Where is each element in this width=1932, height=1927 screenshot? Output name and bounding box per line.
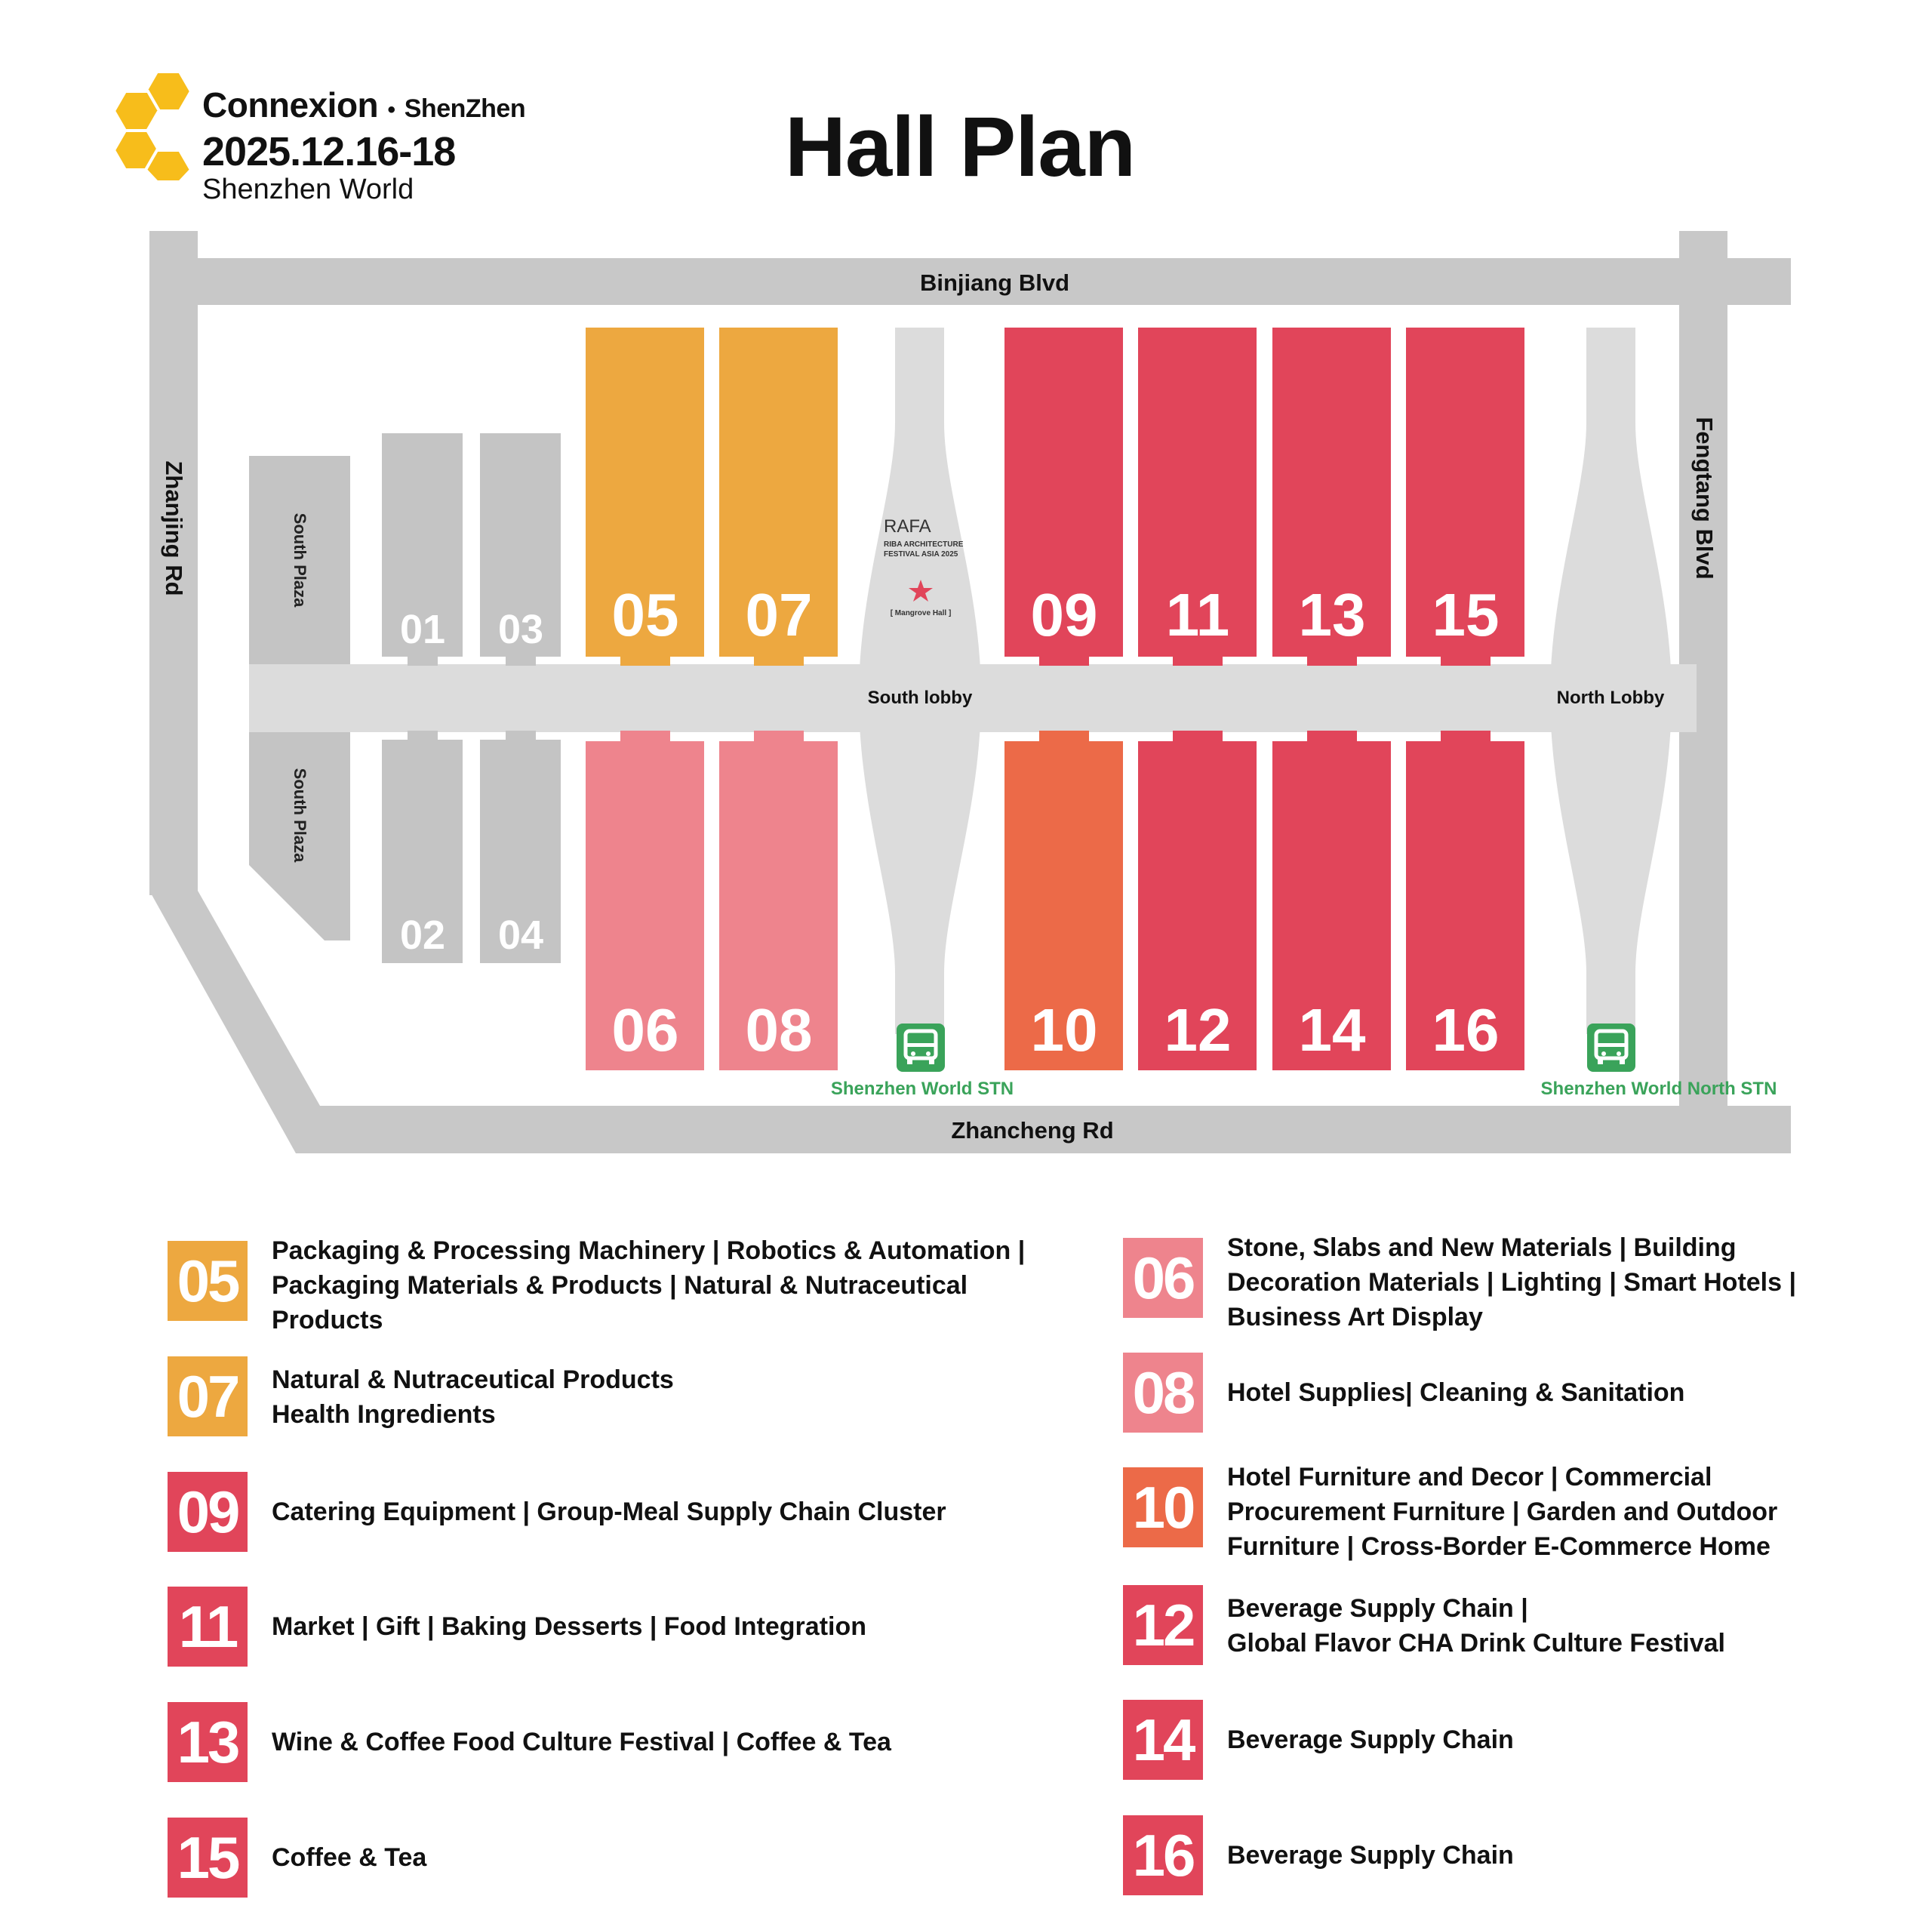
legend-line: Wine & Coffee Food Culture Festival | Coffee & Tea xyxy=(272,1728,891,1756)
legend-badge-13: 13 xyxy=(168,1702,248,1782)
connector-04 xyxy=(506,731,536,741)
legend-line: Coffee & Tea xyxy=(272,1843,427,1872)
legend-line: Market | Gift | Baking Desserts | Food Integration xyxy=(272,1612,866,1641)
legend-text-13 xyxy=(272,1725,1102,1759)
plaza-label-upper: South Plaza xyxy=(291,513,309,608)
legend-badge-12: 12 xyxy=(1123,1585,1203,1665)
brand-separator: • xyxy=(387,97,395,122)
legend-line: Natural & Nutraceutical Products xyxy=(272,1365,674,1394)
legend-line: Beverage Supply Chain | xyxy=(1227,1594,1528,1623)
bus-icon-north xyxy=(1587,1024,1635,1072)
hall-number-14: 14 xyxy=(1298,996,1366,1064)
brand-name xyxy=(202,85,525,125)
legend-line: Furniture | Cross-Border E-Commerce Home xyxy=(1227,1532,1770,1561)
legend-line: Stone, Slabs and New Materials | Building xyxy=(1227,1233,1737,1262)
legend-text-15 xyxy=(272,1840,1102,1875)
connector-10 xyxy=(1039,731,1089,743)
hall-number-08: 08 xyxy=(745,996,813,1064)
road-label-west: Zhanjing Rd xyxy=(161,460,187,596)
connector-06 xyxy=(620,731,670,743)
rafa-title: RAFA xyxy=(884,516,931,537)
rafa-line1: RIBA ARCHITECTURE xyxy=(884,540,964,549)
hall-number-05: 05 xyxy=(611,581,679,648)
connector-08 xyxy=(754,731,804,743)
legend-badge-07: 07 xyxy=(168,1356,248,1436)
legend-badge-14: 14 xyxy=(1123,1700,1203,1780)
connector-01 xyxy=(408,657,438,666)
connector-15 xyxy=(1441,657,1491,666)
lobby-label-north: North Lobby xyxy=(1556,688,1665,708)
hall-number-16: 16 xyxy=(1432,996,1500,1064)
legend-text-05 xyxy=(272,1233,1102,1338)
connector-14 xyxy=(1307,731,1357,743)
legend-text-06 xyxy=(1227,1230,1932,1334)
station-label-south: Shenzhen World STN xyxy=(830,1079,1014,1099)
hall-number-02: 02 xyxy=(399,913,446,958)
legend-badge-09: 09 xyxy=(168,1472,248,1552)
legend-line: Decoration Materials | Lighting | Smart Hotels | xyxy=(1227,1268,1796,1297)
hall-number-11: 11 xyxy=(1165,581,1230,648)
legend-badge-11: 11 xyxy=(168,1587,248,1667)
hall-number-01: 01 xyxy=(399,607,446,652)
legend-line: Hotel Supplies| Cleaning & Sanitation xyxy=(1227,1378,1685,1407)
central-corridor xyxy=(249,664,1697,732)
connector-16 xyxy=(1441,731,1491,743)
legend-badge-08: 08 xyxy=(1123,1353,1203,1433)
connector-07 xyxy=(754,657,804,666)
hall-number-09: 09 xyxy=(1030,581,1098,648)
hall-number-04: 04 xyxy=(497,913,544,958)
bus-icon-south xyxy=(897,1024,945,1072)
lobby-label-south: South lobby xyxy=(867,688,973,708)
legend-line: Beverage Supply Chain xyxy=(1227,1841,1514,1870)
legend-badge-10: 10 xyxy=(1123,1467,1203,1547)
legend-text-16 xyxy=(1227,1838,1932,1873)
connector-09 xyxy=(1039,657,1089,666)
connector-05 xyxy=(620,657,670,666)
road-label-south: Zhancheng Rd xyxy=(951,1117,1114,1144)
legend-text-08 xyxy=(1227,1375,1932,1410)
connector-13 xyxy=(1307,657,1357,666)
legend-line: Global Flavor CHA Drink Culture Festival xyxy=(1227,1629,1725,1658)
legend-line: Hotel Furniture and Decor | Commercial xyxy=(1227,1463,1712,1491)
legend-badge-15: 15 xyxy=(168,1818,248,1898)
legend-text-07 xyxy=(272,1362,1102,1432)
hall-number-13: 13 xyxy=(1298,581,1366,648)
connector-11 xyxy=(1173,657,1223,666)
legend-line: Beverage Supply Chain xyxy=(1227,1725,1514,1754)
connector-12 xyxy=(1173,731,1223,743)
legend-line: Procurement Furniture | Garden and Outdoor xyxy=(1227,1498,1778,1526)
plaza-label-lower: South Plaza xyxy=(291,768,309,863)
road-diagonal xyxy=(149,891,320,1153)
legend-line: Business Art Display xyxy=(1227,1303,1483,1331)
legend-line: Health Ingredients xyxy=(272,1400,496,1429)
hall-number-10: 10 xyxy=(1030,996,1098,1064)
legend-badge-06: 06 xyxy=(1123,1238,1203,1318)
road-label-east: Fengtang Blvd xyxy=(1691,417,1718,580)
brand-title: Connexion xyxy=(202,85,379,125)
road-label-north: Binjiang Blvd xyxy=(919,269,1070,296)
legend-text-14 xyxy=(1227,1722,1932,1757)
page-title: Hall Plan xyxy=(785,100,1136,194)
legend-badge-05: 05 xyxy=(168,1241,248,1321)
legend-text-10 xyxy=(1227,1460,1932,1564)
legend-line: Catering Equipment | Group-Meal Supply Chain Cluster xyxy=(272,1498,946,1526)
connexion-logo xyxy=(112,70,202,183)
legend-line: Packaging Materials & Products | Natural & Nutraceutical xyxy=(272,1271,968,1300)
brand-city: ShenZhen xyxy=(404,94,526,123)
connector-03 xyxy=(506,657,536,666)
event-dates: 2025.12.16-18 xyxy=(202,129,456,174)
hall-number-12: 12 xyxy=(1164,996,1232,1064)
legend-text-12 xyxy=(1227,1591,1932,1661)
hall-number-06: 06 xyxy=(611,996,679,1064)
rafa-line2: FESTIVAL ASIA 2025 xyxy=(884,550,958,559)
connector-02 xyxy=(408,731,438,741)
rafa-hall: [ Mangrove Hall ] xyxy=(890,609,952,617)
hall-number-07: 07 xyxy=(745,581,813,648)
hall-number-15: 15 xyxy=(1432,581,1500,648)
station-label-north: Shenzhen World North STN xyxy=(1540,1079,1777,1099)
legend-text-09 xyxy=(272,1495,1102,1529)
legend-badge-16: 16 xyxy=(1123,1815,1203,1895)
legend-line: Products xyxy=(272,1306,383,1334)
event-venue: Shenzhen World xyxy=(202,174,414,205)
legend-line: Packaging & Processing Machinery | Robotics & Automation | xyxy=(272,1236,1026,1265)
legend-text-11 xyxy=(272,1609,1102,1644)
hall-number-03: 03 xyxy=(497,607,544,652)
